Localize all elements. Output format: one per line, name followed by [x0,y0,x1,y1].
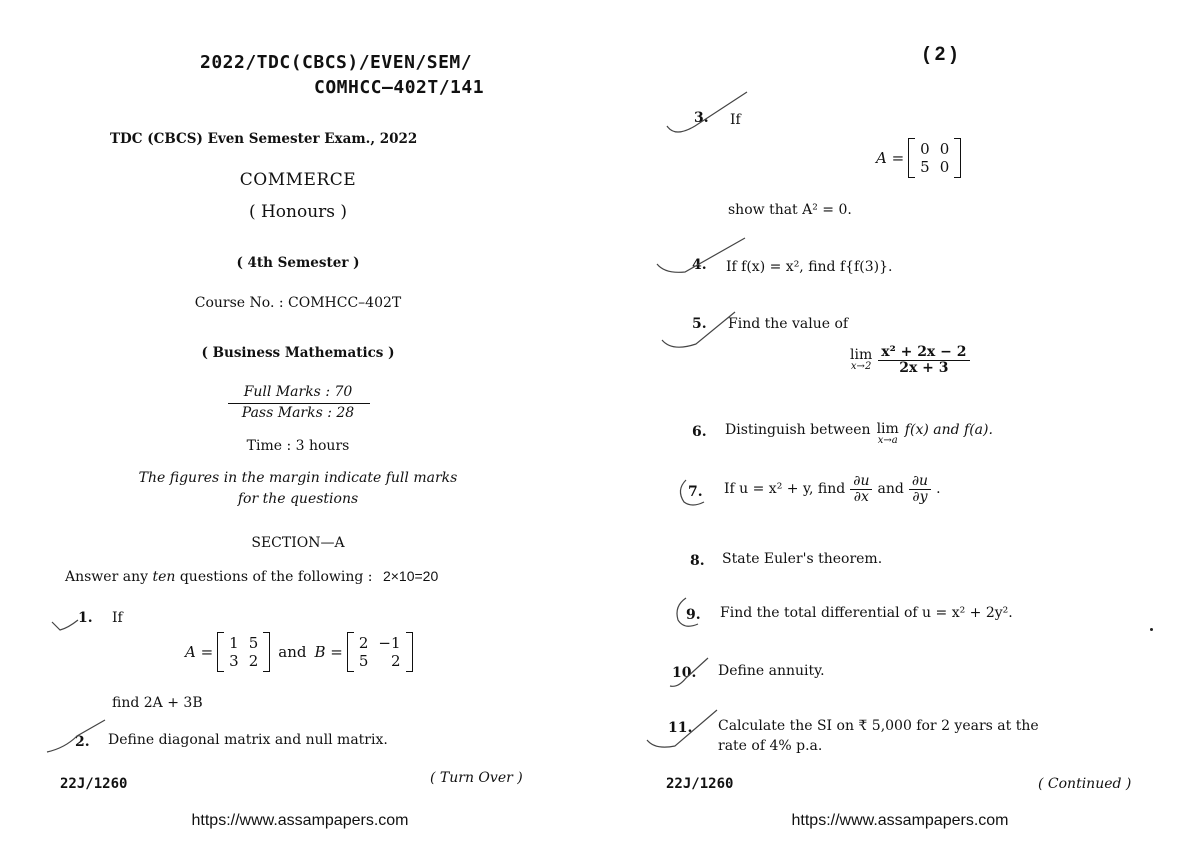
matrix-b-label: B = [314,643,343,661]
circle-mark-icon [672,596,702,632]
q8-number: 8. [690,553,705,569]
q11-number: 11. [668,720,693,736]
lim-text: lim [876,421,899,437]
right-url[interactable]: https://www.assampapers.com [791,812,1009,829]
right-footer-code: 22J/1260 [666,776,734,792]
matrix-cell: 2 [390,652,401,670]
fraction [878,345,969,375]
paper-name: ( Business Mathematics ) [201,345,395,361]
matrix-cell: 5 [358,652,369,670]
fraction-denominator: 2x + 3 [899,359,949,376]
margin-note-2: for the questions [237,491,359,507]
matrix-a [908,138,961,178]
q6-number: 6. [692,424,707,440]
paper-code-line1: 2022/TDC(CBCS)/EVEN/SEM/ [200,52,473,73]
fraction [850,474,872,504]
full-marks: Full Marks : 70 [243,384,353,400]
left-url[interactable]: https://www.assampapers.com [191,812,409,829]
fraction-denominator: ∂x [853,488,869,505]
matrix-cell: 1 [229,634,239,652]
q1-number: 1. [78,610,93,626]
lim-sub: x→a [877,435,898,446]
turn-over: ( Turn Over ) [430,770,523,786]
q5-limit [850,345,970,375]
margin-note-1: The figures in the margin indicate full marks [138,470,458,486]
check-mark-icon [668,656,710,692]
instruction-marks: 2×10=20 [382,568,439,584]
stray-dot [1150,628,1153,631]
check-mark-icon [665,90,750,140]
q3-text: If [730,112,741,128]
matrix-cell: 0 [939,140,950,158]
q2-text: Define diagonal matrix and null matrix. [108,732,388,748]
paper-code-line2: COMHCC–402T/141 [314,77,485,98]
matrix-cell: 2 [248,652,259,670]
matrix-cell: 3 [229,652,239,670]
limit-symbol [877,422,899,446]
check-mark-icon [45,718,115,758]
q6-text [725,422,993,446]
time: Time : 3 hours [246,438,350,454]
fraction-denominator: ∂y [912,488,928,505]
matrix-cell: 0 [920,140,930,158]
q11-line1: Calculate the SI on ₹ 5,000 for 2 years at the [718,718,1039,734]
q6-text-pre: Distinguish between [725,422,871,438]
q1-matrices [185,632,413,672]
q10-text: Define annuity. [718,663,825,679]
q10-number: 10. [672,665,697,681]
q1-text: If [112,610,123,626]
fraction-numerator: ∂u [909,474,931,490]
q9-text: Find the total differential of u = x² + 2y². [720,605,1013,621]
check-mark-icon [655,236,750,281]
matrix-a [217,632,270,672]
q3-matrix [876,138,961,178]
fraction-numerator: ∂u [850,474,872,490]
instruction-post: questions of the following : [179,569,373,585]
q4-number: 4. [692,257,707,273]
q4-text: If f(x) = x², find f{f(3)}. [726,259,893,275]
marks-divider [228,403,370,404]
check-mark-icon [660,310,740,355]
q1-find: find 2A + 3B [112,695,203,711]
q11-line2: rate of 4% p.a. [718,738,823,754]
limit-symbol [850,348,872,372]
q8-text: State Euler's theorem. [722,551,883,567]
matrix-a-label: A = [876,149,905,167]
fraction-numerator: x² + 2x − 2 [878,345,969,361]
course-number: Course No. : COMHCC–402T [194,295,402,311]
q3-show: show that A² = 0. [728,202,852,218]
q7-number: 7. [688,484,703,500]
matrix-a-label: A = [185,643,214,661]
pass-marks: Pass Marks : 28 [241,405,355,421]
semester: ( 4th Semester ) [236,255,360,271]
exam-title: TDC (CBCS) Even Semester Exam., 2022 [110,131,418,147]
matrix-b [347,632,413,672]
q2-number: 2. [75,734,90,750]
period: . [936,481,941,498]
continued: ( Continued ) [1038,776,1132,792]
honours: ( Honours ) [248,202,348,222]
matrix-cell: −1 [378,634,401,652]
q9-number: 9. [686,607,701,623]
lim-sub: x→2 [850,361,872,373]
matrix-cell: 0 [939,158,950,176]
check-mark-icon [645,706,720,756]
matrix-cell: 2 [358,634,369,652]
matrix-cell: 5 [920,158,930,176]
subject: COMMERCE [239,170,357,190]
q6-text-mid: f(x) and f(a). [904,422,993,438]
instruction-ten: ten [152,569,176,585]
fraction [909,474,931,504]
instruction [65,568,438,585]
circle-mark-icon [676,476,708,508]
q5-number: 5. [692,316,707,332]
and-text: and [278,643,307,661]
left-footer-code: 22J/1260 [60,776,128,792]
section-heading: SECTION—A [251,535,345,551]
q7-text-pre: If u = x² + y, find [724,481,846,498]
and-text: and [877,481,904,498]
instruction-pre: Answer any [65,569,148,585]
q5-text: Find the value of [728,316,849,332]
matrix-cell: 5 [248,634,259,652]
lim-text: lim [850,347,873,364]
q7-text [724,474,941,504]
q3-number: 3. [694,110,709,126]
page-number: ( 2 ) [923,44,957,65]
check-mark-icon [50,618,80,638]
